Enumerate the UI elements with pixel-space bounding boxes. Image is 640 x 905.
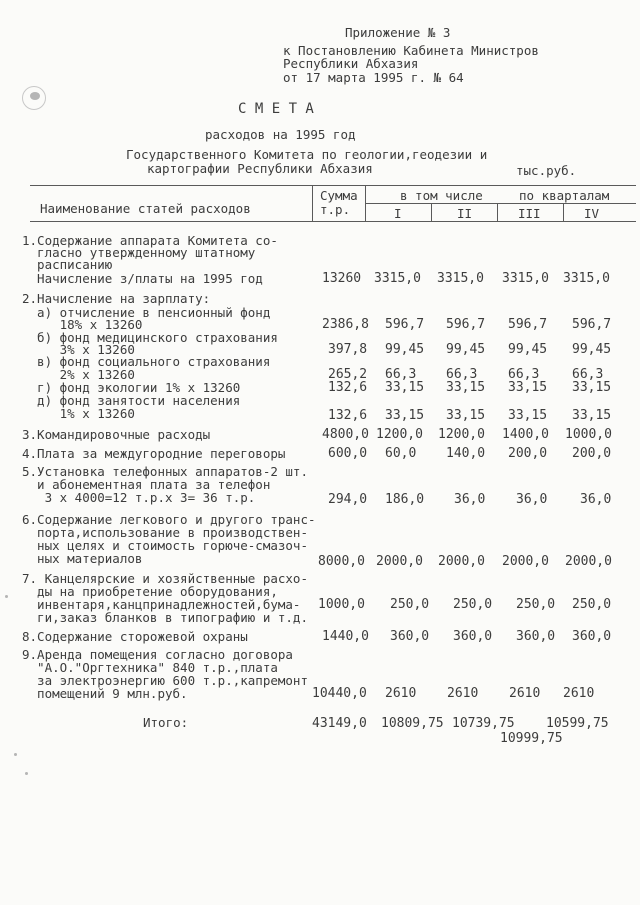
row-label-line: а) отчисление в пенсионный фонд [22, 305, 271, 320]
cell-sum: 2386,8 [322, 317, 369, 332]
cell-q2: 140,0 [446, 446, 486, 461]
cell-q4: 2610 [563, 686, 595, 701]
cell-q3: 1400,0 [502, 427, 549, 442]
row-label-line: 7. Канцелярские и хозяйственные расхо- [22, 571, 308, 586]
cell-q4: 33,15 [572, 408, 612, 423]
column-divider [563, 203, 564, 221]
cell-q3: 99,45 [508, 342, 548, 357]
cell-q1: 3315,0 [374, 271, 421, 286]
row-label-line: 2% х 13260 [22, 367, 135, 382]
cell-q3: 2000,0 [502, 554, 549, 569]
cell-q3: 250,0 [516, 597, 556, 612]
row-label-line: 3 х 4000=12 т.р.х 3= 36 т.р. [22, 490, 256, 505]
quarter-header-4: IV [584, 206, 600, 221]
row-label-line: за электроэнергию 600 т.р.,капремонт [22, 673, 308, 688]
row-label-line: г) фонд экологии 1% х 13260 [22, 380, 241, 395]
total-q2: 10739,75 [452, 716, 515, 731]
row-label-line: 2.Начисление на зарплату: [22, 291, 211, 306]
cell-q1: 33,15 [385, 408, 425, 423]
quarter-header-2: II [457, 206, 473, 221]
cell-q1: 33,15 [385, 380, 425, 395]
cell-q2: 596,7 [446, 317, 486, 332]
row-label-line: ды на приобретение оборудования, [22, 584, 278, 599]
row-label-line: в) фонд социального страхования [22, 354, 271, 369]
row-label-line: и абонементная плата за телефон [22, 477, 271, 492]
cell-sum: 132,6 [328, 380, 368, 395]
column-header-sum-unit: т.р. [320, 202, 351, 217]
cell-q1: 99,45 [385, 342, 425, 357]
cell-sum: 10440,0 [312, 686, 367, 701]
row-label-line: 5.Установка телефонных аппаратов-2 шт. [22, 464, 308, 479]
quarter-header-3: III [518, 206, 541, 221]
row-label-line: д) фонд занятости населения [22, 393, 241, 408]
row-label-line: расписанию [22, 257, 113, 272]
cell-q1: 1200,0 [376, 427, 423, 442]
cell-q3: 33,15 [508, 408, 548, 423]
cell-q2: 33,15 [446, 380, 486, 395]
row-label-line: помещений 9 млн.руб. [22, 686, 188, 701]
cell-q2: 99,45 [446, 342, 486, 357]
decree-line-1: к Постановлению Кабинета Министров [283, 43, 539, 58]
row-label-line: "А.О."Оргтехника" 840 т.р.,плата [22, 660, 278, 675]
cell-q2: 1200,0 [438, 427, 485, 442]
column-divider [431, 203, 432, 221]
cell-q2: 36,0 [454, 492, 486, 507]
row-label-line: 4.Плата за междугородние переговоры [22, 446, 286, 461]
cell-sum: 1440,0 [322, 629, 369, 644]
column-divider [312, 185, 313, 221]
cell-q3: 596,7 [508, 317, 548, 332]
title-line-3: картографии Республики Абхазия [147, 161, 373, 176]
total-label: Итого: [143, 715, 189, 730]
cell-q2: 360,0 [453, 629, 493, 644]
row-label-line: 3% х 13260 [22, 342, 135, 357]
quarter-header-1: I [394, 206, 402, 221]
cell-q2: 2000,0 [438, 554, 485, 569]
cell-sum: 8000,0 [318, 554, 365, 569]
row-label-line: 1% х 13260 [22, 406, 135, 421]
cell-q1: 596,7 [385, 317, 425, 332]
row-label-line: ных материалов [22, 551, 143, 566]
cell-q1: 2610 [385, 686, 417, 701]
total-sum: 43149,0 [312, 716, 367, 731]
cell-q4: 3315,0 [563, 271, 610, 286]
row-label-line: 9.Аренда помещения согласно договора [22, 647, 293, 662]
column-header-quarters: по кварталам [519, 188, 610, 203]
column-divider [497, 203, 498, 221]
row-label-line: Начисление з/платы на 1995 год [22, 271, 263, 286]
cell-sum: 397,8 [328, 342, 368, 357]
column-header-name: Наименование статей расходов [40, 201, 251, 216]
cell-q4: 596,7 [572, 317, 612, 332]
cell-q1: 360,0 [390, 629, 430, 644]
table-header-rule [30, 221, 636, 222]
cell-q2: 66,3 [446, 367, 478, 382]
cell-sum: 265,2 [328, 367, 368, 382]
row-label-line: 6.Содержание легкового и другого транс- [22, 512, 316, 527]
row-label-line: гласно утвержденному штатному [22, 245, 256, 260]
cell-q1: 66,3 [385, 367, 417, 382]
total-q1: 10809,75 [381, 716, 444, 731]
cell-q3: 36,0 [516, 492, 548, 507]
cell-sum: 294,0 [328, 492, 368, 507]
units-label: тыс.руб. [516, 163, 577, 178]
decree-line-2: Республики Абхазия [283, 56, 419, 71]
cell-q3: 360,0 [516, 629, 556, 644]
cell-q4: 1000,0 [565, 427, 612, 442]
cell-q2: 3315,0 [437, 271, 484, 286]
column-divider [365, 185, 366, 221]
cell-q1: 2000,0 [376, 554, 423, 569]
total-q4: 10599,75 [546, 716, 609, 731]
cell-q4: 360,0 [572, 629, 612, 644]
row-label-line: ги,заказ бланков в типографию и т.д. [22, 610, 308, 625]
cell-q4: 33,15 [572, 380, 612, 395]
row-label-line: б) фонд медицинского страхования [22, 330, 278, 345]
punch-hole-mark [22, 86, 46, 110]
cell-q3: 2610 [509, 686, 541, 701]
cell-q3: 66,3 [508, 367, 540, 382]
cell-sum: 600,0 [328, 446, 368, 461]
cell-q3: 33,15 [508, 380, 548, 395]
scan-dot [14, 753, 17, 756]
cell-q4: 250,0 [572, 597, 612, 612]
cell-q4: 99,45 [572, 342, 612, 357]
cell-sum: 13260 [322, 271, 362, 286]
table-top-rule [30, 185, 636, 186]
decree-line-3: от 17 марта 1995 г. № 64 [283, 70, 464, 85]
row-label-line: 1.Содержание аппарата Комитета со- [22, 233, 278, 248]
row-label-line: 3.Командировочные расходы [22, 427, 211, 442]
cell-q1: 250,0 [390, 597, 430, 612]
cell-q3: 200,0 [508, 446, 548, 461]
cell-q2: 250,0 [453, 597, 493, 612]
row-label-line: ных целях и стоимость горюче-смазоч- [22, 538, 308, 553]
cell-q3: 3315,0 [502, 271, 549, 286]
title-line-2: Государственного Комитета по геологии,геодезии и [126, 147, 488, 162]
cell-sum: 1000,0 [318, 597, 365, 612]
scan-dot [5, 595, 8, 598]
cell-q4: 2000,0 [565, 554, 612, 569]
title-line-1: расходов на 1995 год [205, 127, 356, 142]
row-label-line: порта,использование в производствен- [22, 525, 308, 540]
cell-q2: 33,15 [446, 408, 486, 423]
cell-q1: 186,0 [385, 492, 425, 507]
total-q3: 10999,75 [500, 731, 563, 746]
cell-q2: 2610 [447, 686, 479, 701]
document-title: С М Е Т А [238, 101, 314, 117]
row-label-line: инвентаря,канцпринадлежностей,бума- [22, 597, 301, 612]
cell-sum: 132,6 [328, 408, 368, 423]
column-header-including: в том числе [400, 188, 483, 203]
cell-q1: 60,0 [385, 446, 417, 461]
cell-q4: 200,0 [572, 446, 612, 461]
appendix-label: Приложение № 3 [345, 25, 451, 40]
row-label-line: 8.Содержание сторожевой охраны [22, 629, 248, 644]
row-label-line: 18% х 13260 [22, 317, 143, 332]
column-header-sum: Сумма [320, 188, 358, 203]
scan-dot [25, 772, 28, 775]
cell-q4: 66,3 [572, 367, 604, 382]
quarter-sub-rule [365, 203, 636, 204]
cell-q4: 36,0 [580, 492, 612, 507]
cell-sum: 4800,0 [322, 427, 369, 442]
